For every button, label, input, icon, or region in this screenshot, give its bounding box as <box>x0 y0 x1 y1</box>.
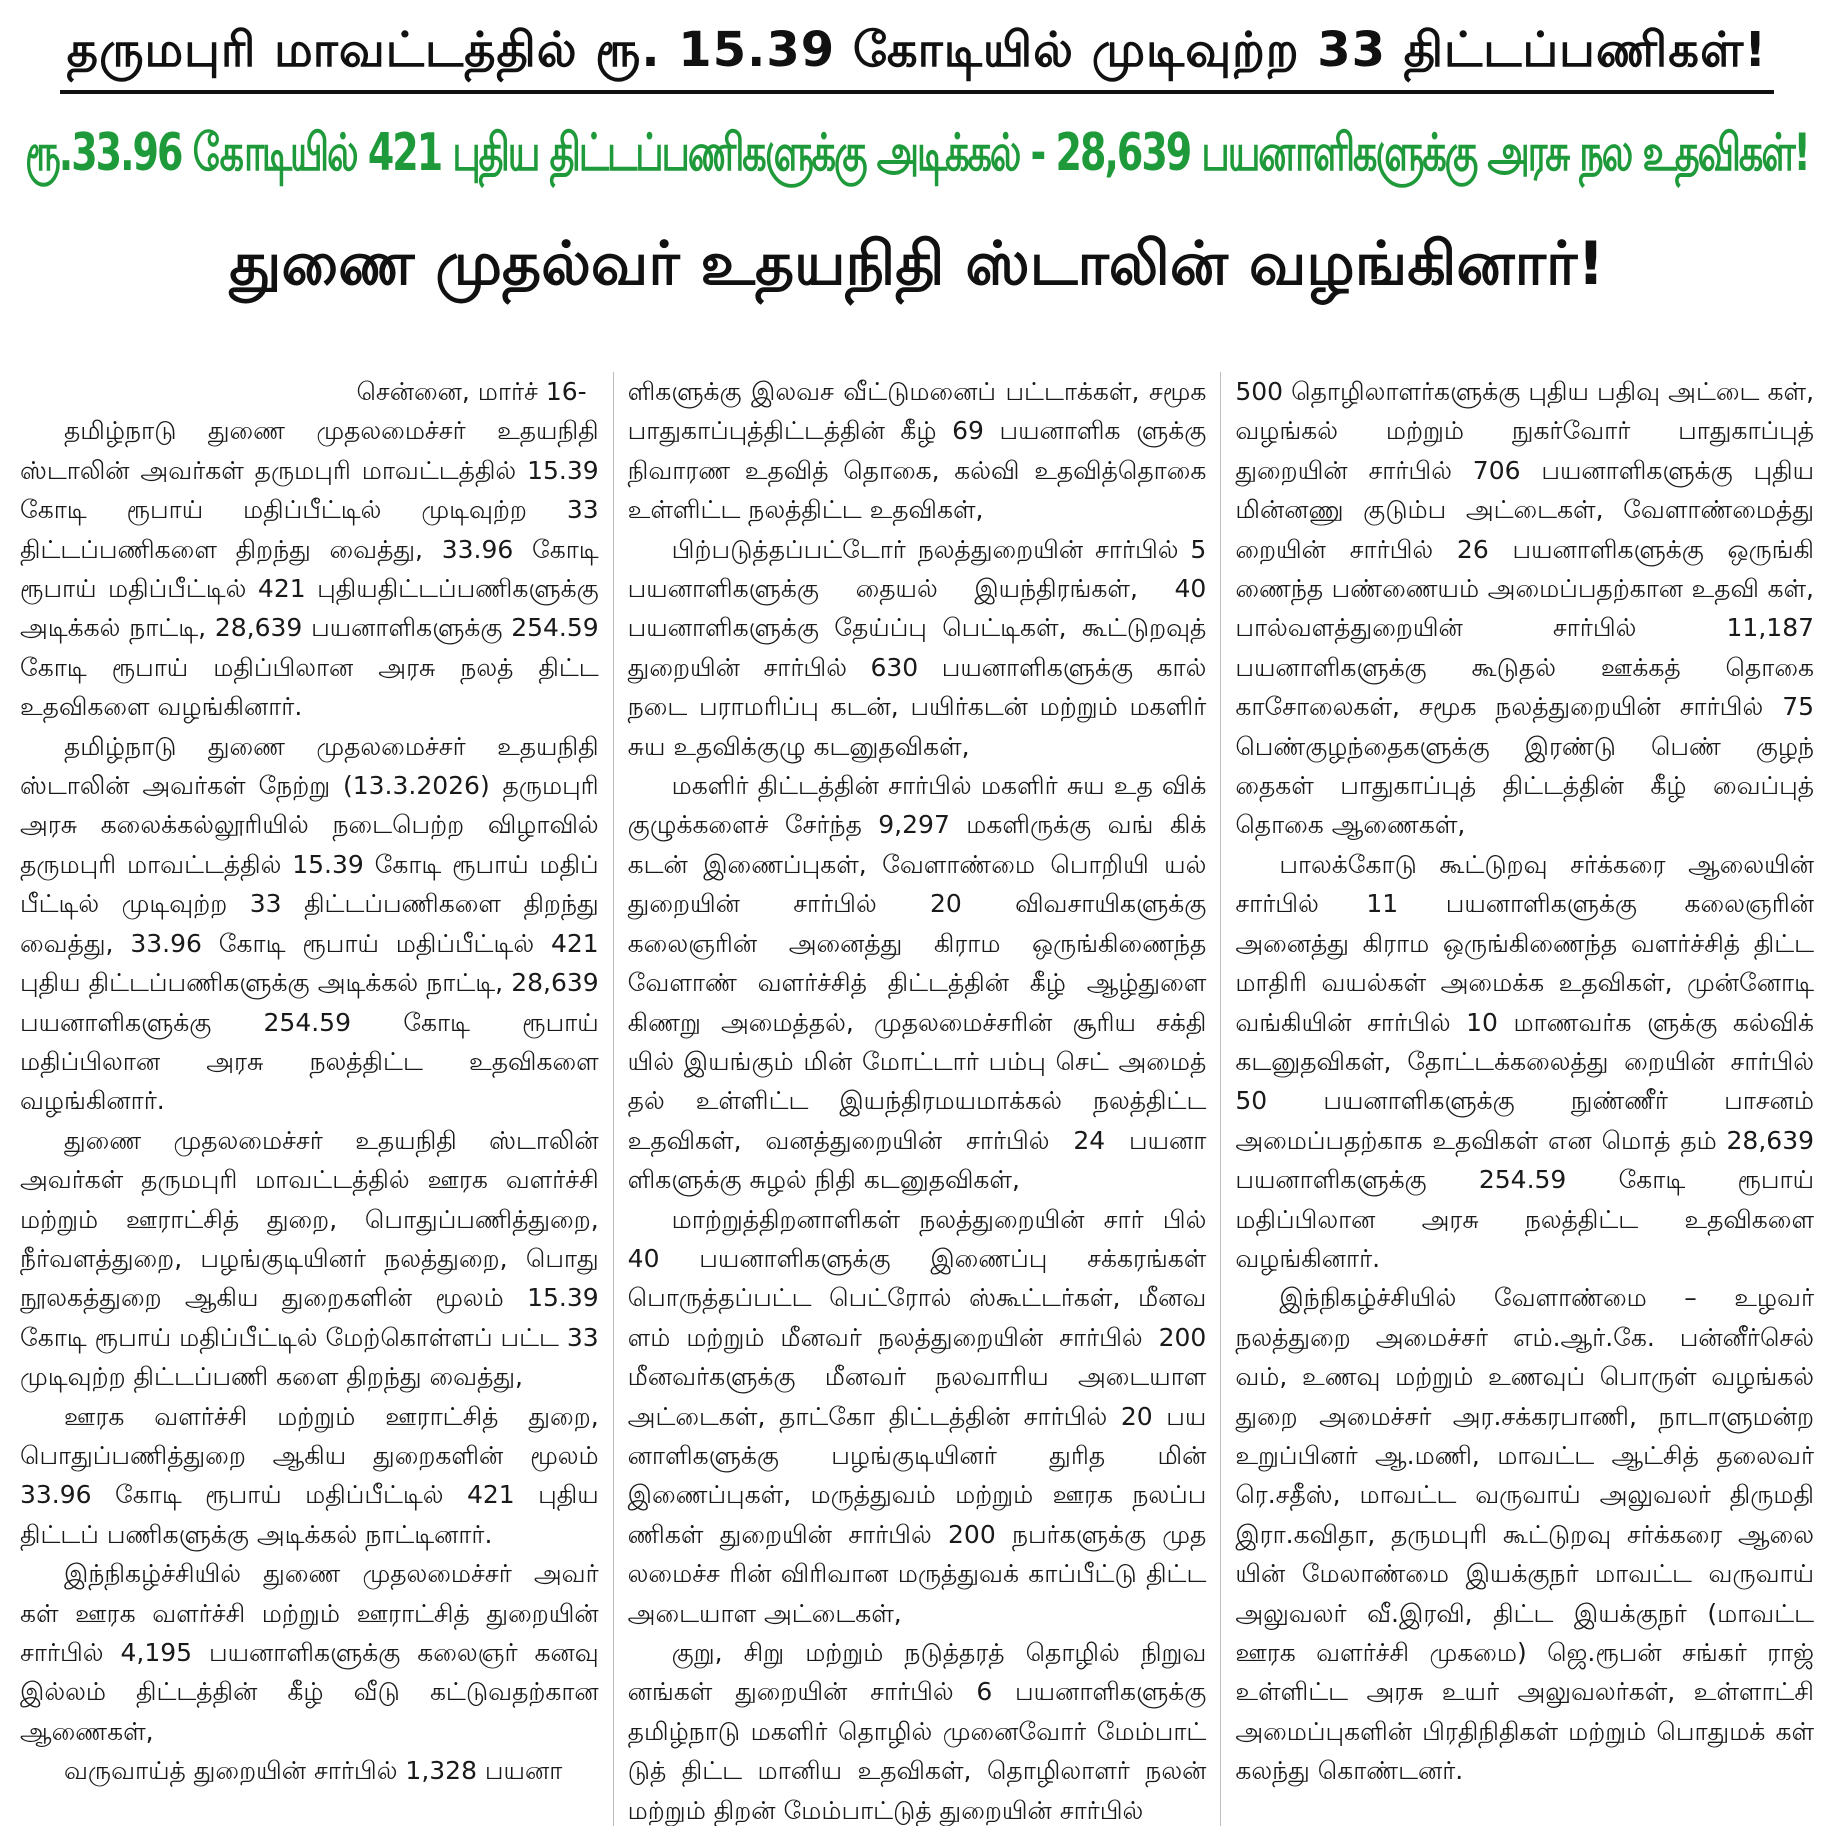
article-column-3 <box>1220 372 1828 1826</box>
paragraph: துணை முதலமைச்சர் உதயநிதி ஸ்டாலின் அவர்கள் தருமபுரி மாவட்டத்தில் ஊரக வளர்ச்சி மற்றும் ஊராட்சித் துறை, பொதுப்பணித்துறை, நீர்வளத்துறை, பழங்குடியினர் நலத்துறை, பொது நூலகத்துறை ஆகிய துறைகளின் மூலம் 15.39 கோடி ரூபாய் மதிப்பீட்டில் மேற்கொள்ளப் பட்ட 33 முடிவுற்ற திட்டப்பணி களை திறந்து வைத்து, <box>20 1125 599 1392</box>
paragraph: இந்நிகழ்ச்சியில் துணை முதலமைச்சர் அவர் கள் ஊரக வளர்ச்சி மற்றும் ஊராட்சித் துறையின் சார்பில் 4,195 பயனாளிகளுக்கு கலைஞர் கனவு இல்லம் திட்டத்தின் கீழ் வீடு கட்டுவதற்கான ஆணைகள், <box>20 1559 599 1746</box>
headline-tertiary: துணை முதல்வர் உதயநிதி ஸ்டாலின் வழங்கினார்! <box>229 229 1605 299</box>
paragraph: பாலக்கோடு கூட்டுறவு சர்க்கரை ஆலையின் சார்பில் 11 பயனாளிகளுக்கு கலைஞரின் அனைத்து கிராம ஒருங்கிணைந்த வளர்ச்சித் திட்ட மாதிரி வயல்கள் அமைக்க உதவிகள், முன்னோடி வங்கியின் சார்பில் 10 மாணவர்க ளுக்கு கல்விக் கடனுதவிகள், தோட்டக்கலைத்து றையின் சார்பில் 50 பயனாளிகளுக்கு நுண்ணீர் பாசனம் அமைப்பதற்காக உதவிகள் என மொத் தம் 28,639 பயனாளிகளுக்கு 254.59 கோடி ரூபாய் மதிப்பிலான அரசு நலத்திட்ட உதவிகளை வழங்கினார். <box>1235 849 1815 1273</box>
paragraph: மகளிர் திட்டத்தின் சார்பில் மகளிர் சுய உத விக் குழுக்களைச் சேர்ந்த 9,297 மகளிருக்கு வங் கிக் கடன் இணைப்புகள், வேளாண்மை பொறியி யல் துறையின் சார்பில் 20 விவசாயிகளுக்கு கலைஞரின் அனைத்து கிராம ஒருங்கிணைந்த வேளாண் வளர்ச்சித் திட்டத்தின் கீழ் ஆழ்துளை கிணறு அமைத்தல், முதலமைச்சரின் சூரிய சக்தி யில் இயங்கும் மின் மோட்டார் பம்பு செட் அமைத் தல் உள்ளிட்ட இயந்திரமயமாக்கல் நலத்திட்ட உதவிகள், வனத்துறையின் சார்பில் 24 பயனா ளிகளுக்கு சுழல் நிதி கடனுதவிகள், <box>627 771 1207 1195</box>
paragraph: மாற்றுத்திறனாளிகள் நலத்துறையின் சார் பில் 40 பயனாளிகளுக்கு இணைப்பு சக்கரங்கள் பொருத்தப்பட்ட பெட்ரோல் ஸ்கூட்டர்கள், மீனவ ளம் மற்றும் மீனவர் நலத்துறையின் சார்பில் 200 மீனவர்களுக்கு மீனவர் நலவாரிய அடையாள அட்டைகள், தாட்கோ திட்டத்தின் சார்பில் 20 பய னாளிகளுக்கு பழங்குடியினர் துரித மின் இணைப்புகள், மருத்துவம் மற்றும் ஊரக நலப்ப ணிகள் துறையின் சார்பில் 200 நபர்களுக்கு முத லமைச்ச ரின் விரிவான மருத்துவக் காப்பீட்டு திட்ட அடையாள அட்டைகள், <box>627 1204 1207 1628</box>
paragraph: இந்நிகழ்ச்சியில் வேளாண்மை – உழவர் நலத்துறை அமைச்சர் எம்.ஆர்.கே. பன்னீர்செல் வம், உணவு மற்றும் உணவுப் பொருள் வழங்கல் துறை அமைச்சர் அர.சக்கரபாணி, நாடாளுமன்ற உறுப்பினர் ஆ.மணி, மாவட்ட ஆட்சித் தலைவர் ரெ.சதீஸ், மாவட்ட வருவாய் அலுவலர் திருமதி இரா.கவிதா, தருமபுரி கூட்டுறவு சர்க்கரை ஆலை யின் மேலாண்மை இயக்குநர் மாவட்ட வருவாய் அலுவலர் வீ.இரவி, திட்ட இயக்குநர் (மாவட்ட ஊரக வளர்ச்சி முகமை) ஜெ.ரூபன் சங்கர் ராஜ் உள்ளிட்ட அரசு உயர் அலுவலர்கள், உள்ளாட்சி அமைப்புகளின் பிரதிநிதிகள் மற்றும் பொதுமக் கள் கலந்து கொண்டனர். <box>1235 1283 1815 1786</box>
headline-secondary: ரூ.33.96 கோடியில் 421 புதிய திட்டப்பணிகளுக்கு அடிக்கல் - 28,639 பயனாளிகளுக்கு அரசு நல உதவிகள்! <box>25 122 1809 182</box>
article-column-1 <box>6 372 613 1826</box>
paragraph: தமிழ்நாடு துணை முதலமைச்சர் உதயநிதி ஸ்டாலின் அவர்கள் நேற்று (13.3.2026) தருமபுரி அரசு கலைக்கல்லூரியில் நடைபெற்ற விழாவில் தருமபுரி மாவட்டத்தில் 15.39 கோடி ரூபாய் மதிப் பீட்டில் முடிவுற்ற 33 திட்டப்பணிகளை திறந்து வைத்து, 33.96 கோடி ரூபாய் மதிப்பீட்டில் 421 புதிய திட்டப்பணிகளுக்கு அடிக்கல் நாட்டி, 28,639 பயனாளிகளுக்கு 254.59 கோடி ரூபாய் மதிப்பிலான அரசு நலத்திட்ட உதவிகளை வழங்கினார். <box>20 731 599 1116</box>
article-body <box>6 372 1828 1826</box>
paragraph: தமிழ்நாடு துணை முதலமைச்சர் உதயநிதி ஸ்டாலின் அவர்கள் தருமபுரி மாவட்டத்தில் 15.39 கோடி ரூபாய் மதிப்பீட்டில் முடிவுற்ற 33 திட்டப்பணிகளை திறந்து வைத்து, 33.96 கோடி ரூபாய் மதிப்பீட்டில் 421 புதியதிட்டப்பணிகளுக்கு அடிக்கல் நாட்டி, 28,639 பயனாளிகளுக்கு 254.59 கோடி ரூபாய் மதிப்பிலான அரசு நலத் திட்ட உதவிகளை வழங்கினார். <box>20 416 599 722</box>
paragraph: பிற்படுத்தப்பட்டோர் நலத்துறையின் சார்பில் 5 பயனாளிகளுக்கு தையல் இயந்திரங்கள், 40 பயனாளிகளுக்கு தேய்ப்பு பெட்டிகள், கூட்டுறவுத் துறையின் சார்பில் 630 பயனாளிகளுக்கு கால் நடை பராமரிப்பு கடன், பயிர்கடன் மற்றும் மகளிர் சுய உதவிக்குழு கடனுதவிகள், <box>627 534 1207 761</box>
dateline: சென்னை, மார்ச் 16- <box>356 377 587 406</box>
headline-primary: தருமபுரி மாவட்டத்தில் ரூ. 15.39 கோடியில் முடிவுற்ற 33 திட்டப்பணிகள்! <box>60 14 1774 94</box>
paragraph: வருவாய்த் துறையின் சார்பில் 1,328 பயனா <box>64 1756 563 1786</box>
paragraph: ஊரக வளர்ச்சி மற்றும் ஊராட்சித் துறை, பொதுப்பணித்துறை ஆகிய துறைகளின் மூலம் 33.96 கோடி ரூபாய் மதிப்பீட்டில் 421 புதிய திட்டப் பணிகளுக்கு அடிக்கல் நாட்டினார். <box>20 1401 599 1549</box>
article-column-2 <box>613 372 1221 1826</box>
paragraph-continued: ளிகளுக்கு இலவச வீட்டுமனைப் பட்டாக்கள், சமூக பாதுகாப்புத்திட்டத்தின் கீழ் 69 பயனாளிக ளுக்கு நிவாரண உதவித் தொகை, கல்வி உதவித்தொகை உள்ளிட்ட நலத்திட்ட உதவிகள், <box>627 377 1207 525</box>
paragraph-continued: 500 தொழிலாளர்களுக்கு புதிய பதிவு அட்டை கள், வழங்கல் மற்றும் நுகர்வோர் பாதுகாப்புத் துறையின் சார்பில் 706 பயனாளிகளுக்கு புதிய மின்னணு குடும்ப அட்டைகள், வேளாண்மைத்து றையின் சார்பில் 26 பயனாளிகளுக்கு ஒருங்கி ணைந்த பண்ணையம் அமைப்பதற்கான உதவி கள், பால்வளத்துறையின் சார்பில் 11,187 பயனாளிகளுக்கு கூடுதல் ஊக்கத் தொகை காசோலைகள், சமூக நலத்துறையின் சார்பில் 75 பெண்குழந்தைகளுக்கு இரண்டு பெண் குழந் தைகள் பாதுகாப்புத் திட்டத்தின் கீழ் வைப்புத் தொகை ஆணைகள், <box>1235 377 1815 840</box>
paragraph: குறு, சிறு மற்றும் நடுத்தரத் தொழில் நிறுவ னங்கள் துறையின் சார்பில் 6 பயனாளிகளுக்கு தமிழ்நாடு மகளிர் தொழில் முனைவோர் மேம்பாட் டுத் திட்ட மானிய உதவிகள், தொழிலாளர் நலன் மற்றும் திறன் மேம்பாட்டுத் துறையின் சார்பில் <box>627 1638 1207 1825</box>
